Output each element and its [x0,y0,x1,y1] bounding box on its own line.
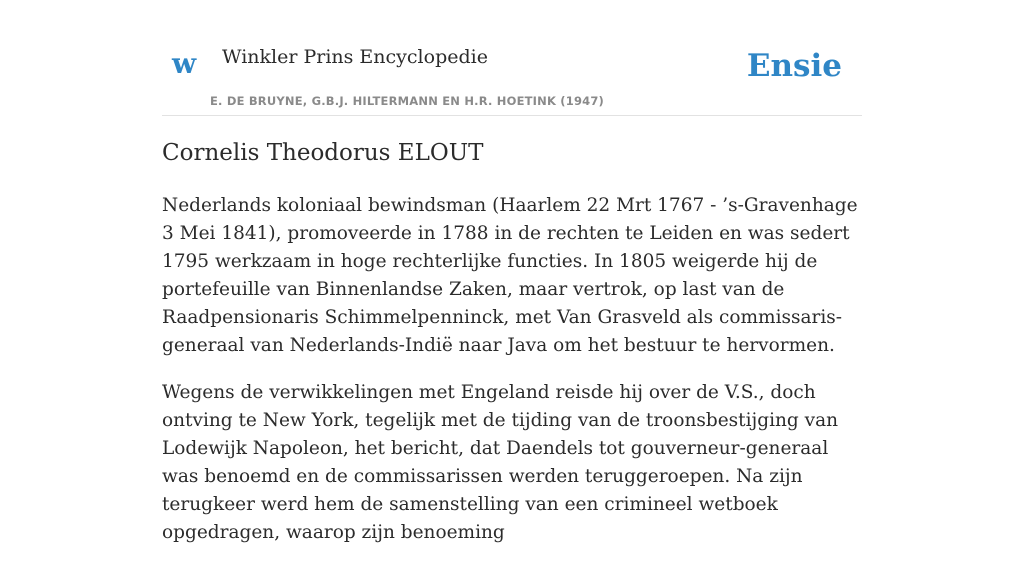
article-paragraph: Nederlands koloniaal bewindsman (Haarlem 22 Mrt 1767 - ’s-Gravenhage 3 Mei 1841), promoveerde in 1788 in de rechten te Leiden en was sedert 1795 werkzaam in hoge rechterlijke functies. In 1805 weigerde hij de portefeuille van Binnenlandse Zaken, maar vertrok, op last van de Raadpensionaris Schimmelpenninck, met Van Grasveld als commissaris-generaal van Nederlands-Indië naar Java om het bestuur te hervormen. [162,195,858,356]
source-header [162,0,862,116]
source-authors: E. DE BRUYNE, G.B.J. HILTERMANN EN H.R. HOETINK (1947) [210,94,605,108]
article-body [162,192,862,566]
article-title: Cornelis Theodorus ELOUT [162,140,484,166]
winkler-prins-logo[interactable]: w [172,47,197,80]
ensie-brand-logo[interactable]: Ensie [746,48,842,84]
article-paragraph: Wegens de verwikkelingen met Engeland reisde hij over de V.S., doch ontving te New York, tegelijk met de tijding van de troonsbestijging van Lodewijk Napoleon, het bericht, dat Daendels tot gouverneur-generaal was benoemd en de commissarissen werden teruggeroepen. Na zijn terugkeer werd hem de samenstelling van een crimineel wetboek opgedragen, waarop zijn benoeming [162,382,839,543]
source-title[interactable]: Winkler Prins Encyclopedie [222,46,488,68]
